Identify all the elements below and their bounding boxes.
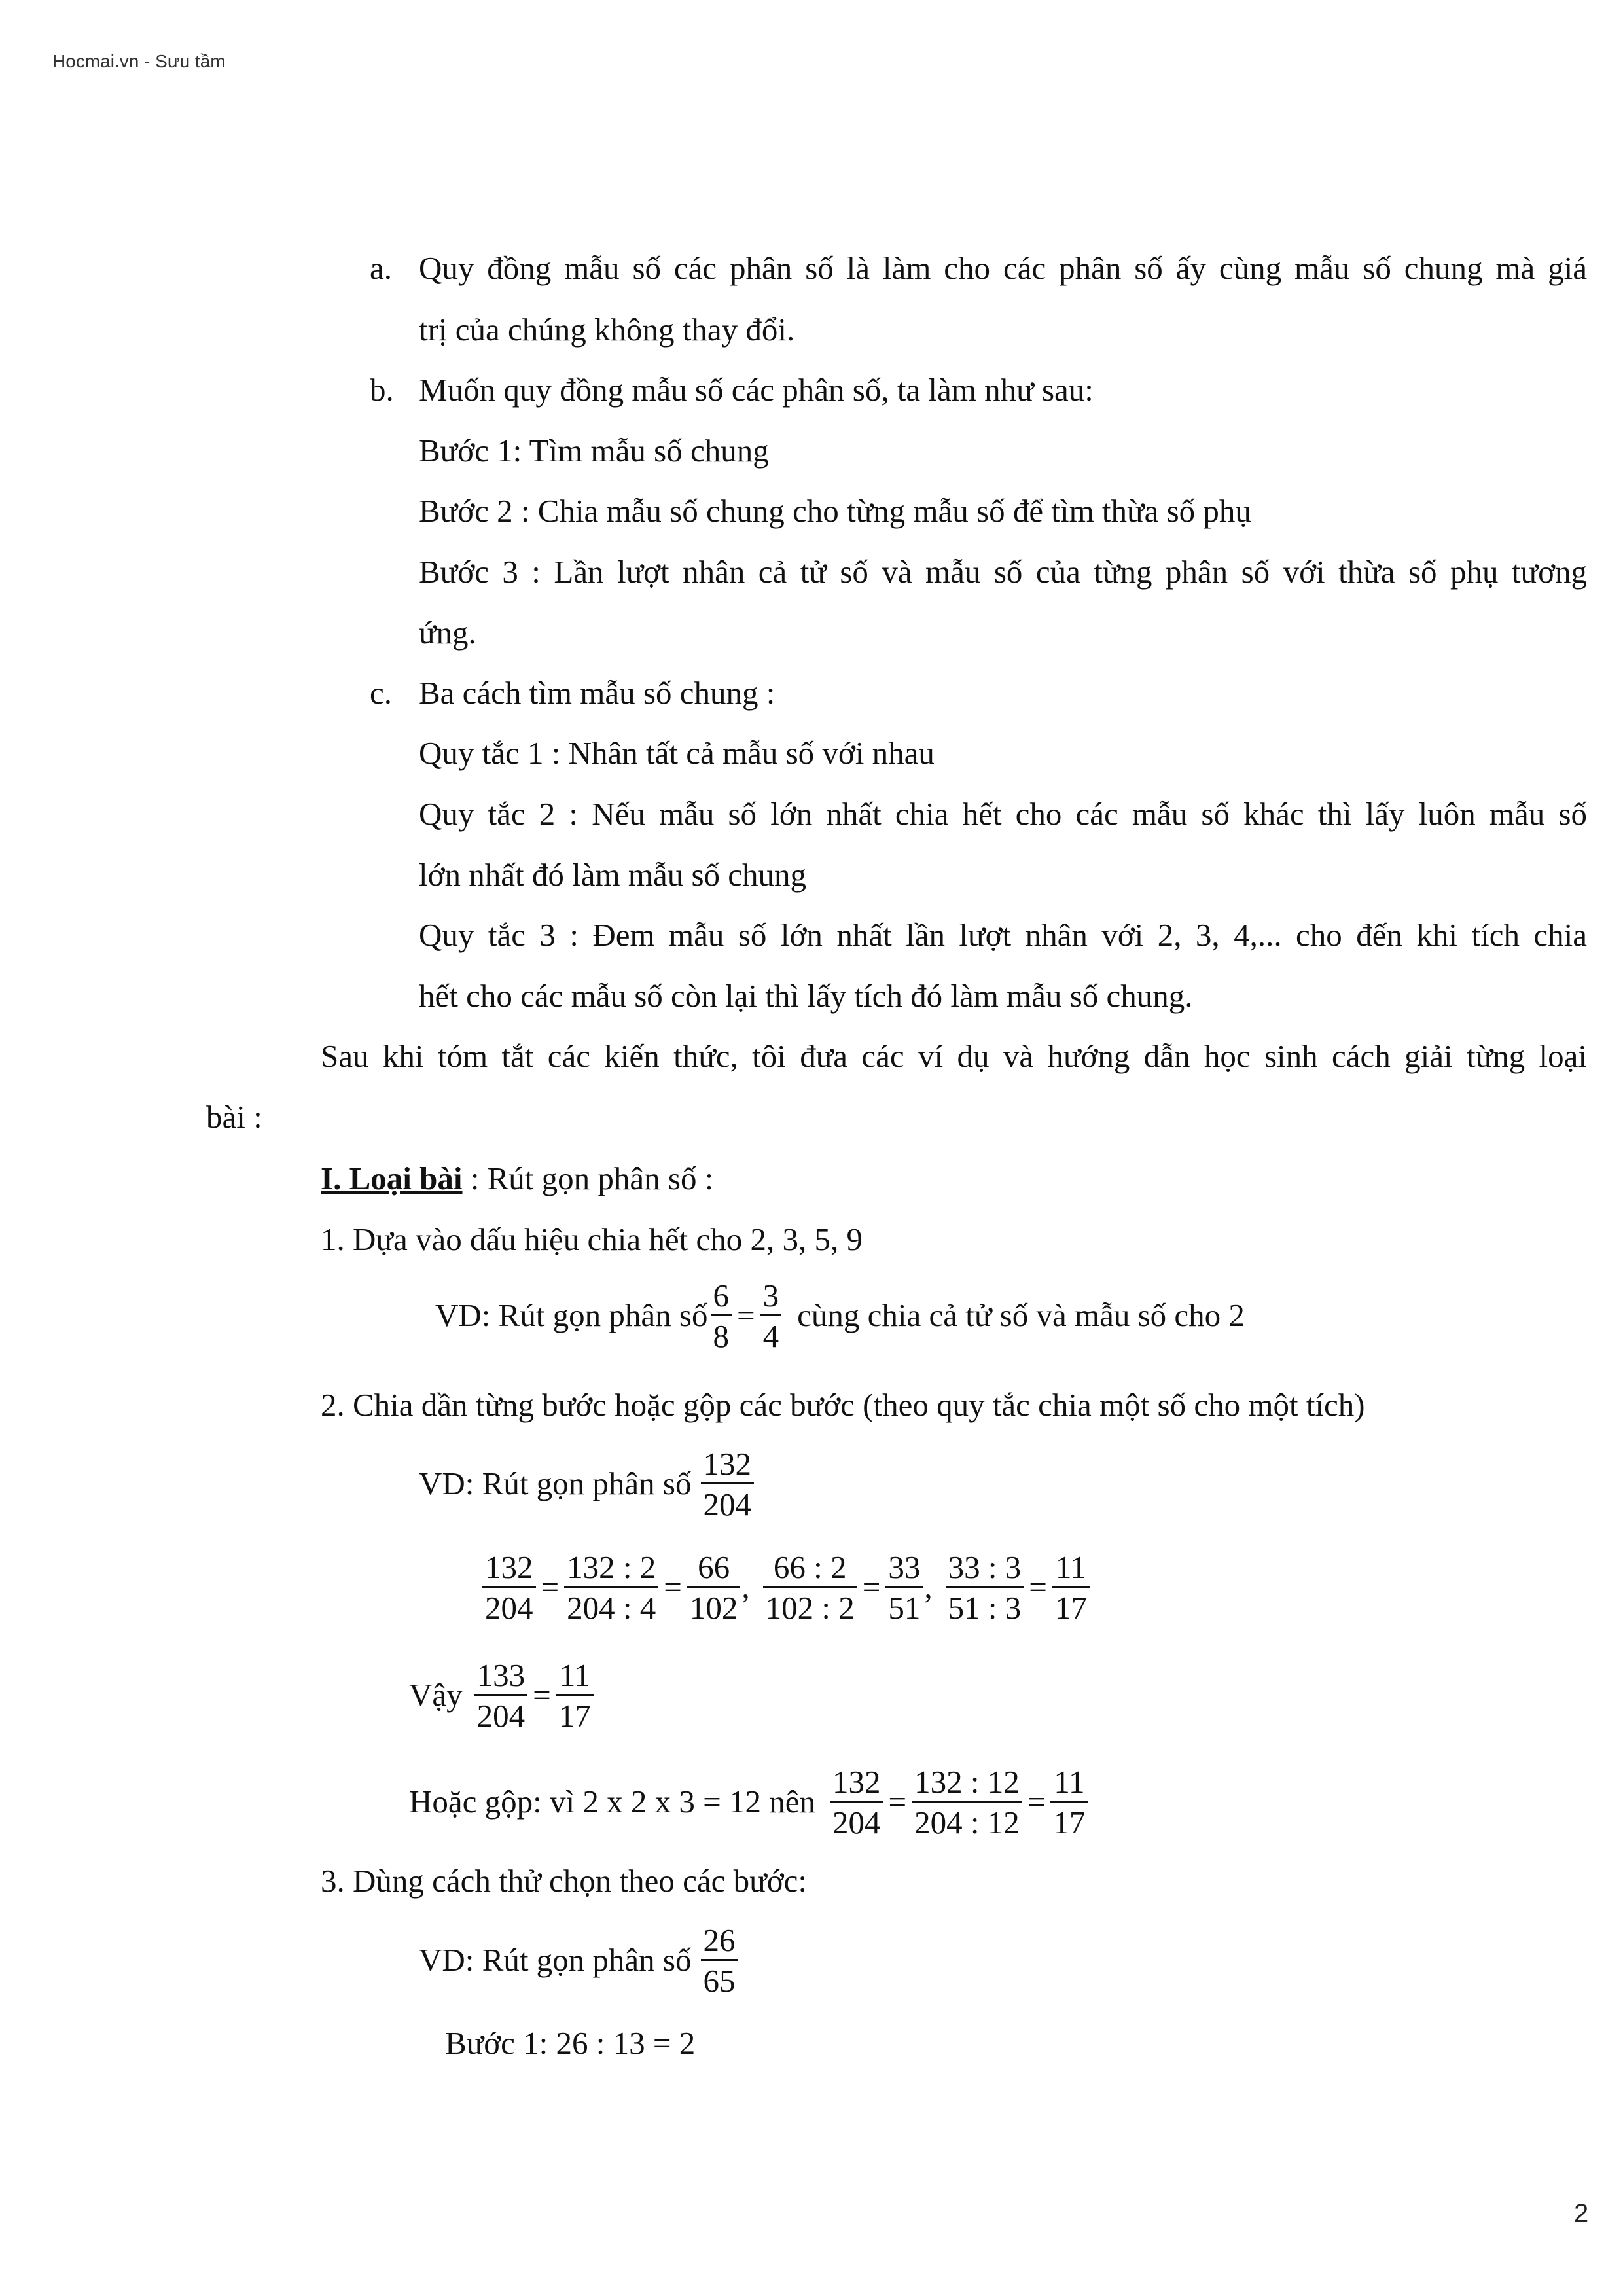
method-3-example-prefix: VD: Rút gọn phân số bbox=[419, 1942, 692, 1979]
method-3-title: 3. Dùng cách thử chọn theo các bước: bbox=[321, 1863, 807, 1899]
denominator: 204 : 4 bbox=[564, 1586, 658, 1624]
fraction bbox=[701, 1924, 738, 1997]
fraction bbox=[763, 1551, 857, 1624]
step-2: Bước 2 : Chia mẫu số chung cho từng mẫu số để tìm thừa số phụ bbox=[419, 493, 1251, 529]
step-3-line1: Bước 3 : Lần lượt nhân cả tử số và mẫu số của từng phân số với thừa số phụ tương bbox=[419, 554, 1587, 590]
numerator: 132 : 12 bbox=[914, 1764, 1020, 1800]
method-1-title: 1. Dựa vào dấu hiệu chia hết cho 2, 3, 5, 9 bbox=[321, 1221, 863, 1257]
alternative-prefix: Hoặc gộp: vì 2 x 2 x 3 = 12 nên bbox=[409, 1784, 815, 1820]
conclusion-prefix: Vậy bbox=[409, 1677, 463, 1713]
method-1-example-prefix: VD: Rút gọn phân số bbox=[435, 1297, 708, 1334]
fraction bbox=[946, 1551, 1024, 1624]
numerator: 132 bbox=[703, 1446, 751, 1482]
fraction bbox=[912, 1766, 1022, 1839]
step-1: Bước 1: Tìm mẫu số chung bbox=[419, 433, 769, 469]
fraction bbox=[474, 1659, 528, 1732]
list-b-line1: Muốn quy đồng mẫu số các phân số, ta làm như sau: bbox=[419, 372, 1094, 408]
step-3-line2: ứng. bbox=[419, 615, 476, 651]
page-header: Hocmai.vn - Sưu tầm bbox=[52, 51, 226, 71]
denominator: 65 bbox=[701, 1959, 738, 1997]
numerator: 66 : 2 bbox=[773, 1549, 847, 1585]
numerator: 11 bbox=[559, 1657, 590, 1693]
denominator: 17 bbox=[556, 1694, 594, 1732]
section-title-rest: : Rút gọn phân số : bbox=[462, 1160, 714, 1196]
numerator: 33 bbox=[888, 1549, 921, 1585]
list-label-c: c. bbox=[370, 675, 392, 711]
fraction bbox=[556, 1659, 594, 1732]
rule-3-line2: hết cho các mẫu số còn lại thì lấy tích đó làm mẫu số chung. bbox=[419, 978, 1193, 1014]
method-2-conclusion: Vậy $\frac{133}{204}$ = $\frac{11}{17}$ bbox=[409, 1659, 595, 1732]
method-3-step-1: Bước 1: 26 : 13 = 2 bbox=[445, 2025, 696, 2061]
numerator: 33 : 3 bbox=[948, 1549, 1022, 1585]
fraction bbox=[701, 1448, 755, 1520]
rule-1: Quy tắc 1 : Nhân tất cả mẫu số với nhau bbox=[419, 735, 935, 771]
numerator: 3 bbox=[762, 1278, 779, 1314]
section-title-label: I. Loại bài bbox=[321, 1160, 463, 1196]
rule-3-line1: Quy tắc 3 : Đem mẫu số lớn nhất lần lượt nhân với 2, 3, 4,... cho đến khi tích chia bbox=[419, 917, 1587, 953]
denominator: 102 : 2 bbox=[763, 1586, 857, 1624]
denominator: 51 bbox=[885, 1586, 923, 1624]
denominator: 4 bbox=[760, 1314, 782, 1352]
list-c-line1: Ba cách tìm mẫu số chung : bbox=[419, 675, 776, 711]
method-2-example bbox=[419, 1448, 755, 1520]
numerator: 11 bbox=[1055, 1549, 1087, 1585]
method-1-example-suffix: cùng chia cả tử số và mẫu số cho 2 bbox=[797, 1297, 1245, 1334]
fraction bbox=[711, 1280, 732, 1352]
method-2-example-prefix: VD: Rút gọn phân số bbox=[419, 1465, 692, 1502]
denominator: 51 : 3 bbox=[946, 1586, 1024, 1624]
numerator: 26 bbox=[703, 1922, 736, 1958]
denominator: 102 bbox=[687, 1586, 741, 1624]
denominator: 8 bbox=[711, 1314, 732, 1352]
method-2-alternative: Hoặc gộp: vì 2 x 2 x 3 = 12 nên $\frac{132}{204}$ = $\frac{132 : 12}{204 : 12}$ = $\frac{11}{17}$ bbox=[409, 1766, 1089, 1839]
numerator: 132 bbox=[485, 1549, 533, 1585]
fraction bbox=[830, 1766, 883, 1839]
method-2-title: 2. Chia dần từng bước hoặc gộp các bước (theo quy tắc chia một số cho một tích) bbox=[321, 1387, 1365, 1423]
list-label-a: a. bbox=[370, 250, 392, 286]
fraction bbox=[760, 1280, 782, 1352]
method-2-chain: $\frac{132}{204}$ = $\frac{132 : 2}{204 : 4}$ = $\frac{66}{102}$ , $\frac{66 : 2}{102 : 2}$ = $\frac{33}{51}$ , $\frac{33 : 3}{51 : 3}$ = $\frac{11}{17}$ bbox=[481, 1551, 1091, 1624]
fraction bbox=[482, 1551, 536, 1624]
numerator: 11 bbox=[1054, 1764, 1085, 1800]
section-title bbox=[321, 1160, 713, 1198]
denominator: 204 bbox=[474, 1694, 528, 1732]
method-1-example: VD: Rút gọn phân số $\frac{6}{8}$ = $\frac{3}{4}$ cùng chia cả tử số và mẫu số cho 2 bbox=[435, 1278, 1245, 1354]
fraction bbox=[564, 1551, 658, 1624]
denominator: 204 bbox=[830, 1801, 883, 1839]
rule-2-line1: Quy tắc 2 : Nếu mẫu số lớn nhất chia hết cho các mẫu số khác thì lấy luôn mẫu số bbox=[419, 796, 1587, 832]
method-3-example bbox=[419, 1924, 740, 1997]
summary-line2: bài : bbox=[206, 1099, 262, 1135]
denominator: 204 bbox=[701, 1482, 755, 1520]
denominator: 204 : 12 bbox=[912, 1801, 1022, 1839]
denominator: 17 bbox=[1052, 1586, 1090, 1624]
list-a-line1: Quy đồng mẫu số các phân số là làm cho các phân số ấy cùng mẫu số chung mà giá bbox=[419, 250, 1587, 286]
numerator: 132 bbox=[832, 1764, 881, 1800]
list-a-line2: trị của chúng không thay đổi. bbox=[419, 312, 795, 348]
denominator: 204 bbox=[482, 1586, 536, 1624]
numerator: 132 : 2 bbox=[567, 1549, 656, 1585]
numerator: 6 bbox=[713, 1278, 729, 1314]
fraction bbox=[885, 1551, 923, 1624]
numerator: 66 bbox=[698, 1549, 730, 1585]
fraction bbox=[687, 1551, 741, 1624]
fraction bbox=[1052, 1551, 1090, 1624]
summary-line1: Sau khi tóm tắt các kiến thức, tôi đưa các ví dụ và hướng dẫn học sinh cách giải từng loại bbox=[321, 1038, 1587, 1074]
page-number: 2 bbox=[1574, 2199, 1589, 2228]
denominator: 17 bbox=[1050, 1801, 1088, 1839]
rule-2-line2: lớn nhất đó làm mẫu số chung bbox=[419, 857, 807, 893]
list-label-b: b. bbox=[370, 372, 394, 408]
fraction bbox=[1050, 1766, 1088, 1839]
numerator: 133 bbox=[476, 1657, 526, 1693]
